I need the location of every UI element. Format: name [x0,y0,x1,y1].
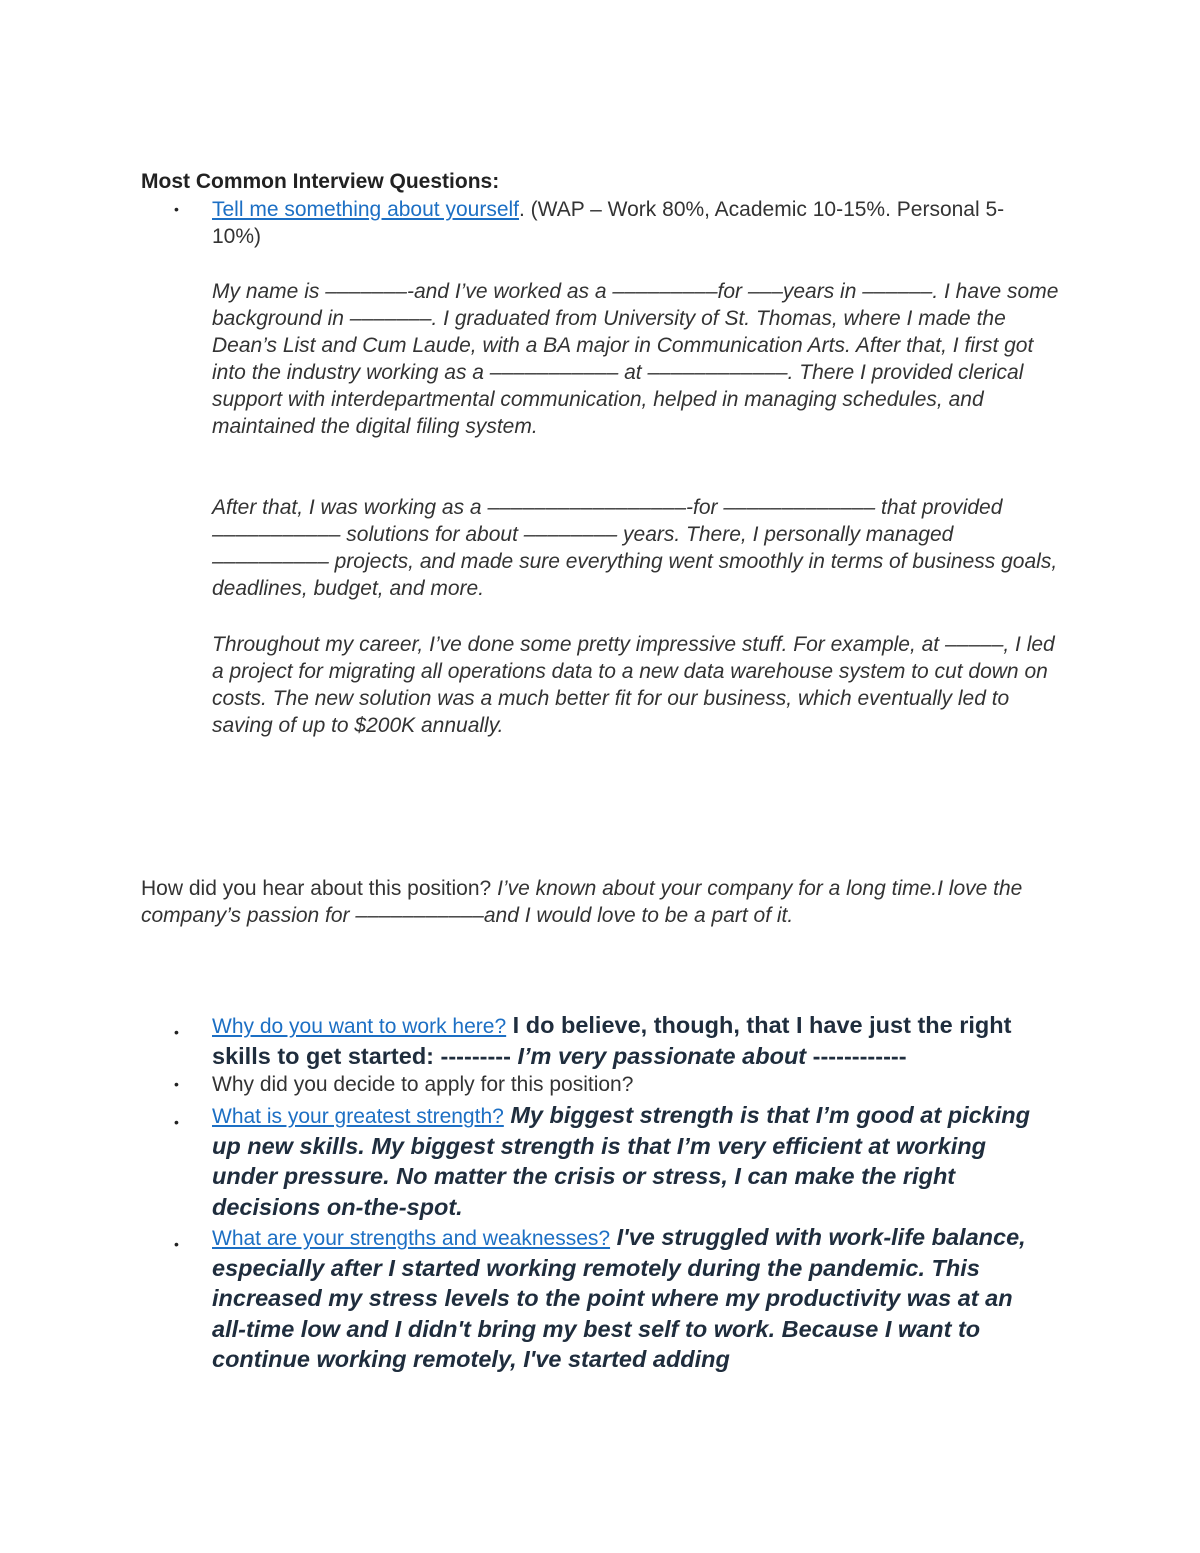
question-list-bottom [0,1010,1200,1375]
list-item-strengths-weaknesses [0,1222,1052,1375]
list-item-why-work-here [0,1010,1052,1071]
hear-question: How did you hear about this position? [141,877,492,900]
hear-about-position [141,875,1061,929]
answer-paragraph-1: My name is –––––––-and I’ve worked as a –––––––––for –––years in ––––––. I have some background in –––––––. I graduated from University of St. Thomas, where I made the Dean’s List and Cum Laude, with a BA major in Communication Arts. After that, I first got into the industry working as a ––––––––––– at ––––––––––––. There I provided clerical support with interdepartmental communication, helped in managing schedules, and maintained the digital filing system. [212,280,1059,438]
list-item-why-apply [0,1071,1052,1098]
q3-text: Why did you decide to apply for this position? [212,1073,634,1096]
answer-paragraph-2: After that, I was working as a –––––––––––––––––-for ––––––––––––– that provided ––––––––––– solutions for about –––––––– years. There, I personally managed –––––––––– projects, and made sure everything went smoothly in terms of business goals, deadlines, budget, and more. [212,496,1058,600]
hear-answer: I’ve known about your company for a long time.I love the company’s passion for –––––––––––and I would love to be a part of it. [141,877,1023,927]
list-item-tell-me [0,196,1052,250]
link-tell-me-about-yourself[interactable]: Tell me something about yourself [212,198,519,221]
link-why-work-here[interactable]: Why do you want to work here? [212,1015,507,1038]
bullet-icon: • [174,1236,179,1252]
q1-note: . (WAP – Work 80%, Academic 10-15%. Personal 5-10%) [212,198,1005,248]
q2-answer-tail: ------------ [806,1042,907,1069]
link-greatest-strength[interactable]: What is your greatest strength? [212,1105,504,1128]
link-strengths-weaknesses[interactable]: What are your strengths and weaknesses? [212,1227,611,1250]
list-item-greatest-strength [0,1100,1052,1222]
bullet-icon: • [174,201,179,217]
bullet-icon: • [174,1076,179,1092]
q4-answer: My biggest strength is that I’m good at picking up new skills. My biggest strength is that I’m very efficient at working under pressure. No matter the crisis or stress, I can make the right decisions on-the-spot. [212,1102,1030,1220]
question-list-top [0,196,1200,250]
q2-answer: I do believe, though, that I have just the right skills to get started: --------- [212,1012,1012,1069]
bullet-icon: • [174,1024,179,1040]
page-title: Most Common Interview Questions: [141,170,500,193]
q2-answer-italic: I’m very passionate about [510,1042,807,1069]
bullet-icon: • [174,1114,179,1130]
answer-paragraph-3: Throughout my career, I’ve done some pretty impressive stuff. For example, at –––––, I led a project for migrating all operations data to a new data warehouse system to cut down on costs. The new solution was a much better fit for our business, which eventually led to saving of up to $200K annually. [212,633,1055,737]
q5-answer: I've struggled with work-life balance, especially after I started working remotely during the pandemic. This increased my stress levels to the point where my productivity was at an all-time low and I didn't bring my best self to work. Because I want to continue working remotely, I've started adding [212,1224,1026,1372]
